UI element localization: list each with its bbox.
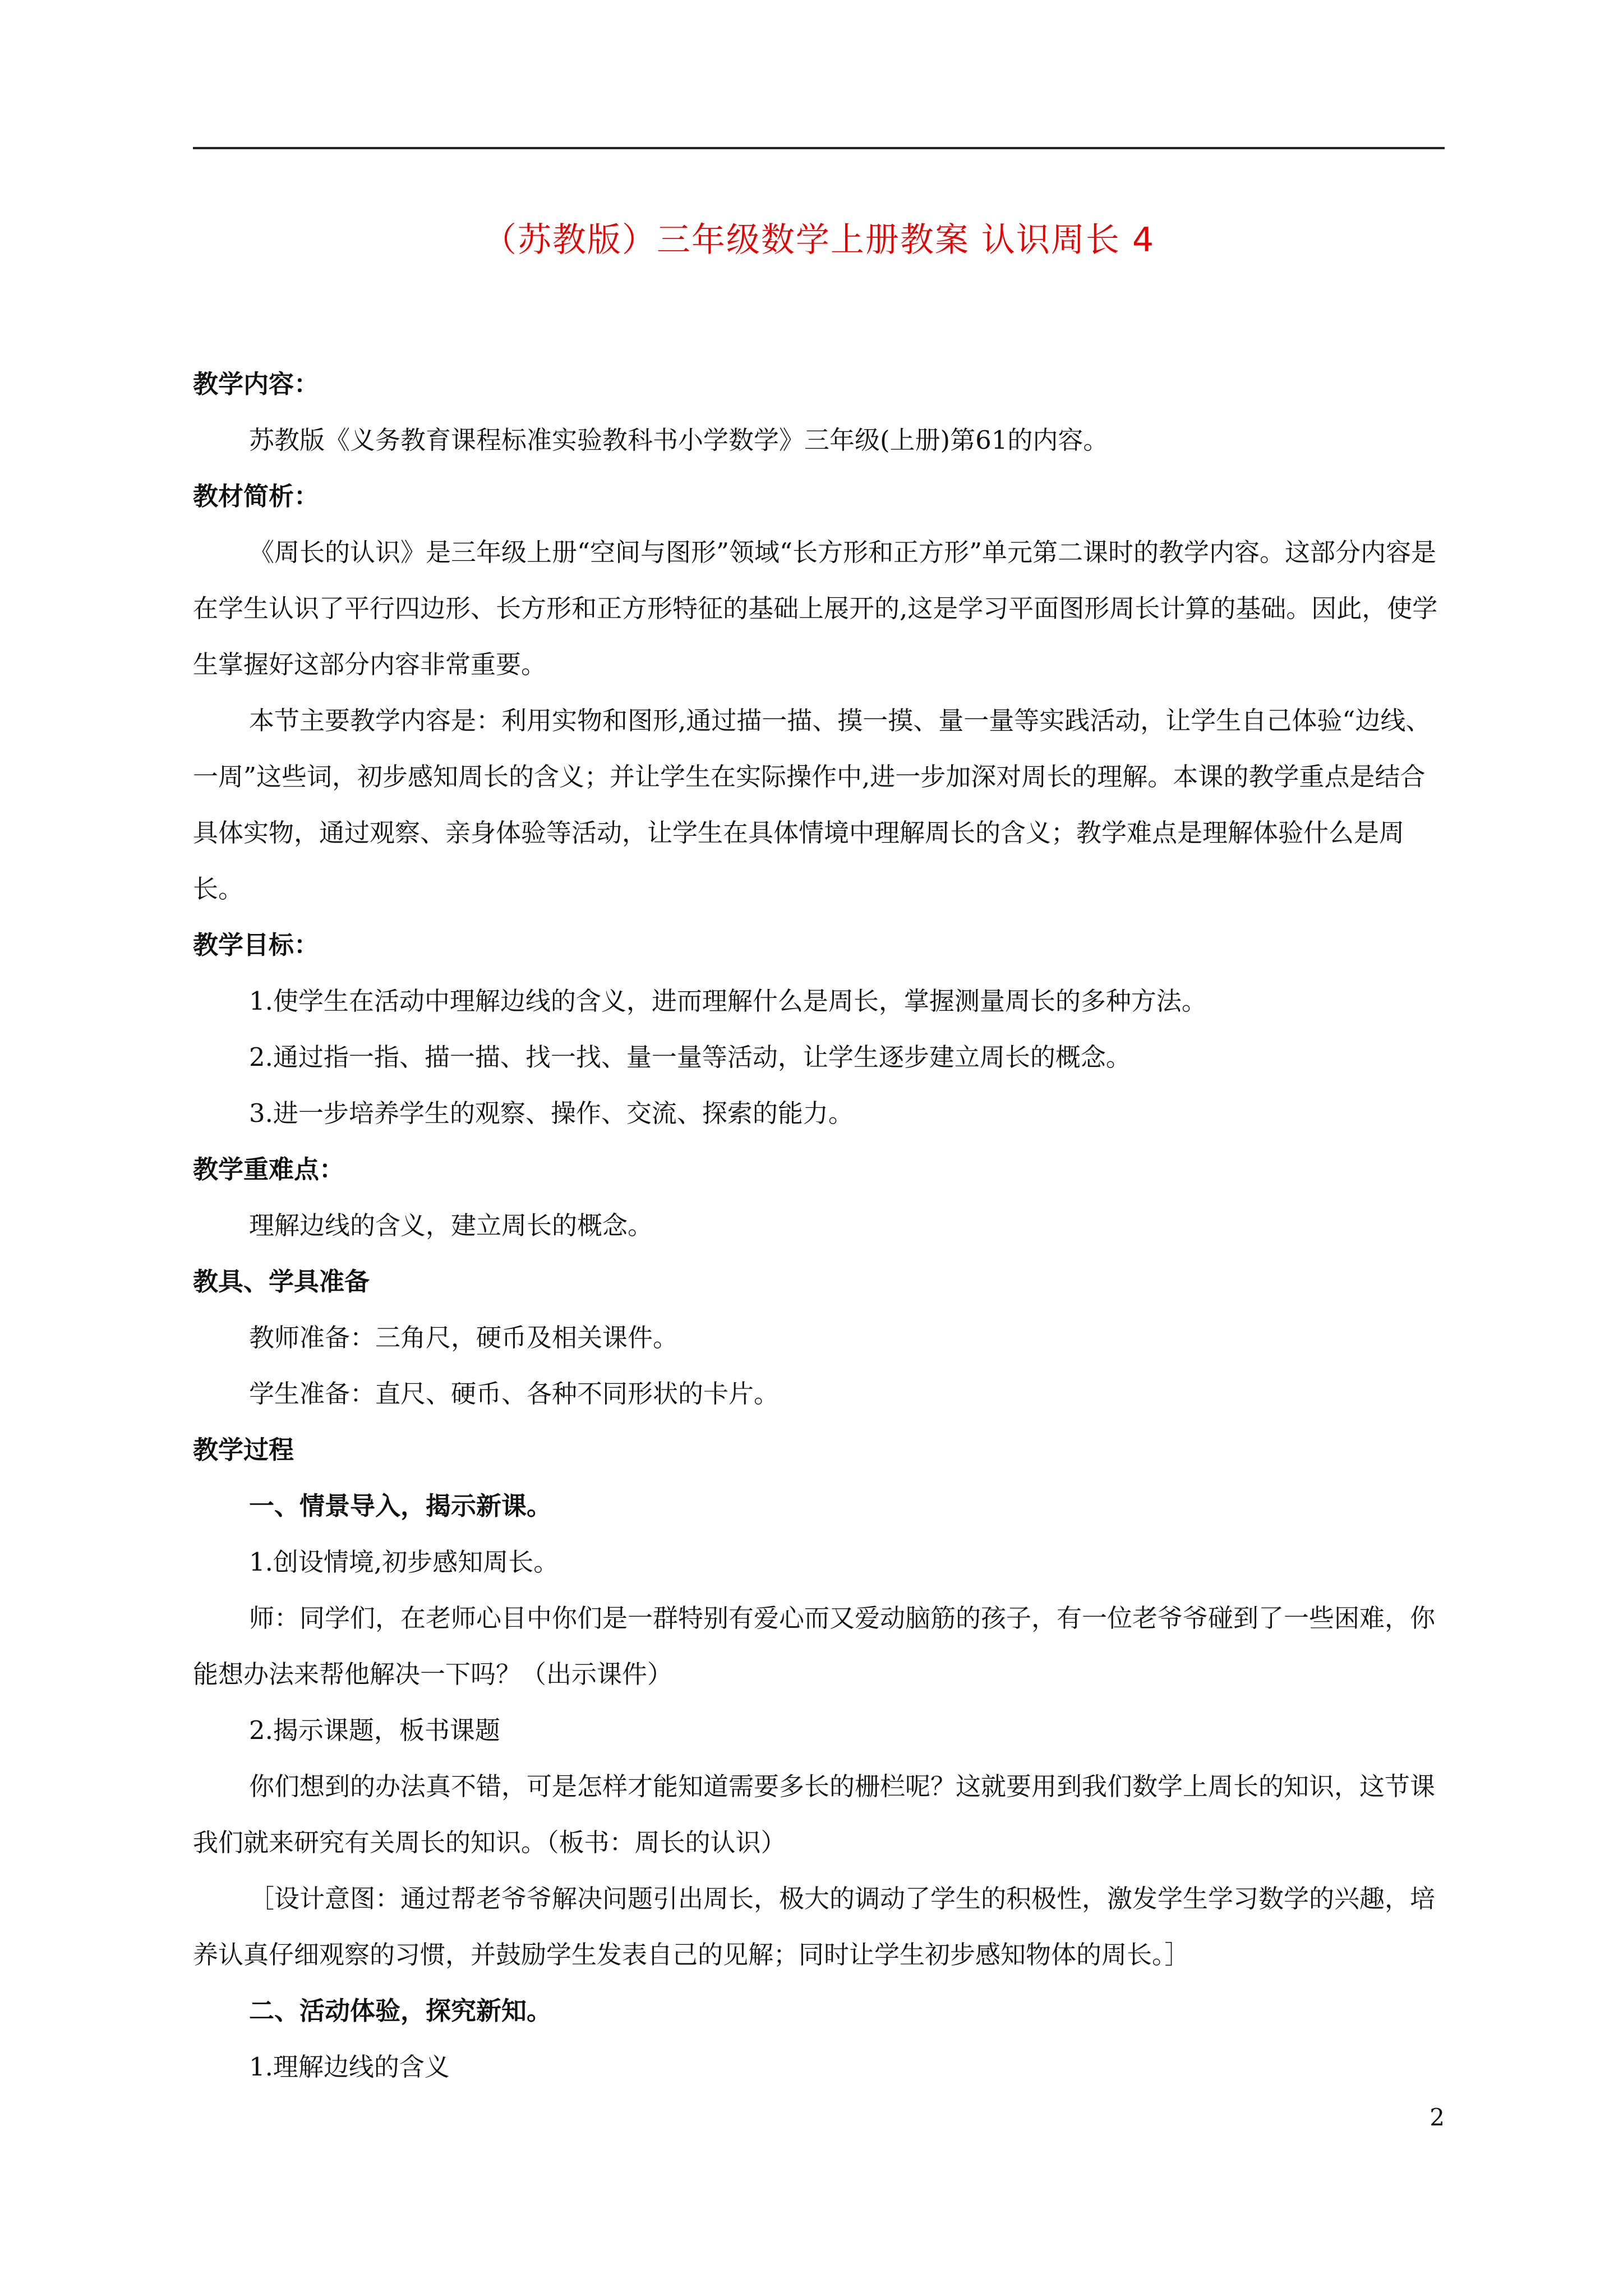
header-rule xyxy=(193,147,1445,149)
document-title: （苏教版）三年级数学上册教案 认识周长 4 xyxy=(482,220,1155,260)
paragraph: 1.理解边线的含义 xyxy=(249,2052,450,2082)
section-heading-content: 教学内容： xyxy=(193,369,320,399)
subsection-heading: 二、活动体验，探究新知。 xyxy=(249,1996,552,2026)
paragraph: 本节主要教学内容是：利用实物和图形,通过描一描、摸一摸、量一量等实践活动，让学生自己体验“边线、一周”这些词，初步感知周长的含义；并让学生在实际操作中,进一步加深对周长的理解。本课的教学重点是结合具体实物，通过观察、亲身体验等活动，让学生在具体情境中理解周长的含义；教学难点是理解体验什么是周长。 xyxy=(193,706,1431,904)
paragraph: 理解边线的含义，建立周长的概念。 xyxy=(249,1211,653,1240)
paragraph: 学生准备：直尺、硬币、各种不同形状的卡片。 xyxy=(249,1379,780,1409)
document-body xyxy=(193,356,1445,2095)
paragraph: 1.创设情境,初步感知周长。 xyxy=(249,1547,559,1577)
section-heading-materials: 教具、学具准备 xyxy=(193,1267,370,1296)
section-heading-goals: 教学目标： xyxy=(193,930,320,960)
paragraph: 2.揭示课题，板书课题 xyxy=(249,1715,500,1745)
section-heading-analysis: 教材简析： xyxy=(193,481,320,511)
paragraph: 《周长的认识》是三年级上册“空间与图形”领域“长方形和正方形”单元第二课时的教学内容。这部分内容是在学生认识了平行四边形、长方形和正方形特征的基础上展开的,这是学习平面图形周长计算的基础。因此，使学生掌握好这部分内容非常重要。 xyxy=(193,537,1438,679)
paragraph: 教师准备：三角尺，硬币及相关课件。 xyxy=(249,1323,679,1352)
list-item: 2.通过指一指、描一描、找一找、量一量等活动，让学生逐步建立周长的概念。 xyxy=(249,1042,1131,1072)
section-heading-keypoints: 教学重难点： xyxy=(193,1154,345,1184)
paragraph: 苏教版《义务教育课程标准实验教科书小学数学》三年级(上册)第61的内容。 xyxy=(249,425,1109,455)
list-item: 1.使学生在活动中理解边线的含义，进而理解什么是周长，掌握测量周长的多种方法。 xyxy=(249,986,1207,1016)
page-number: 2 xyxy=(1430,2104,1445,2131)
paragraph: 你们想到的办法真不错，可是怎样才能知道需要多长的栅栏呢？这就要用到我们数学上周长的知识，这节课我们就来研究有关周长的知识。（板书：周长的认识） xyxy=(193,1772,1436,1857)
subsection-heading: 一、情景导入，揭示新课。 xyxy=(249,1491,552,1521)
section-heading-process: 教学过程 xyxy=(193,1435,294,1465)
list-item: 3.进一步培养学生的观察、操作、交流、探索的能力。 xyxy=(249,1098,854,1128)
paragraph: 师：同学们，在老师心目中你们是一群特别有爱心而又爱动脑筋的孩子，有一位老爷爷碰到了一些困难，你能想办法来帮他解决一下吗？（出示课件） xyxy=(193,1603,1436,1689)
design-intent-note: ［设计意图：通过帮老爷爷解决问题引出周长，极大的调动了学生的积极性，激发学生学习数学的兴趣，培养认真仔细观察的习惯，并鼓励学生发表自己的见解；同时让学生初步感知物体的周长。］ xyxy=(193,1884,1436,1970)
